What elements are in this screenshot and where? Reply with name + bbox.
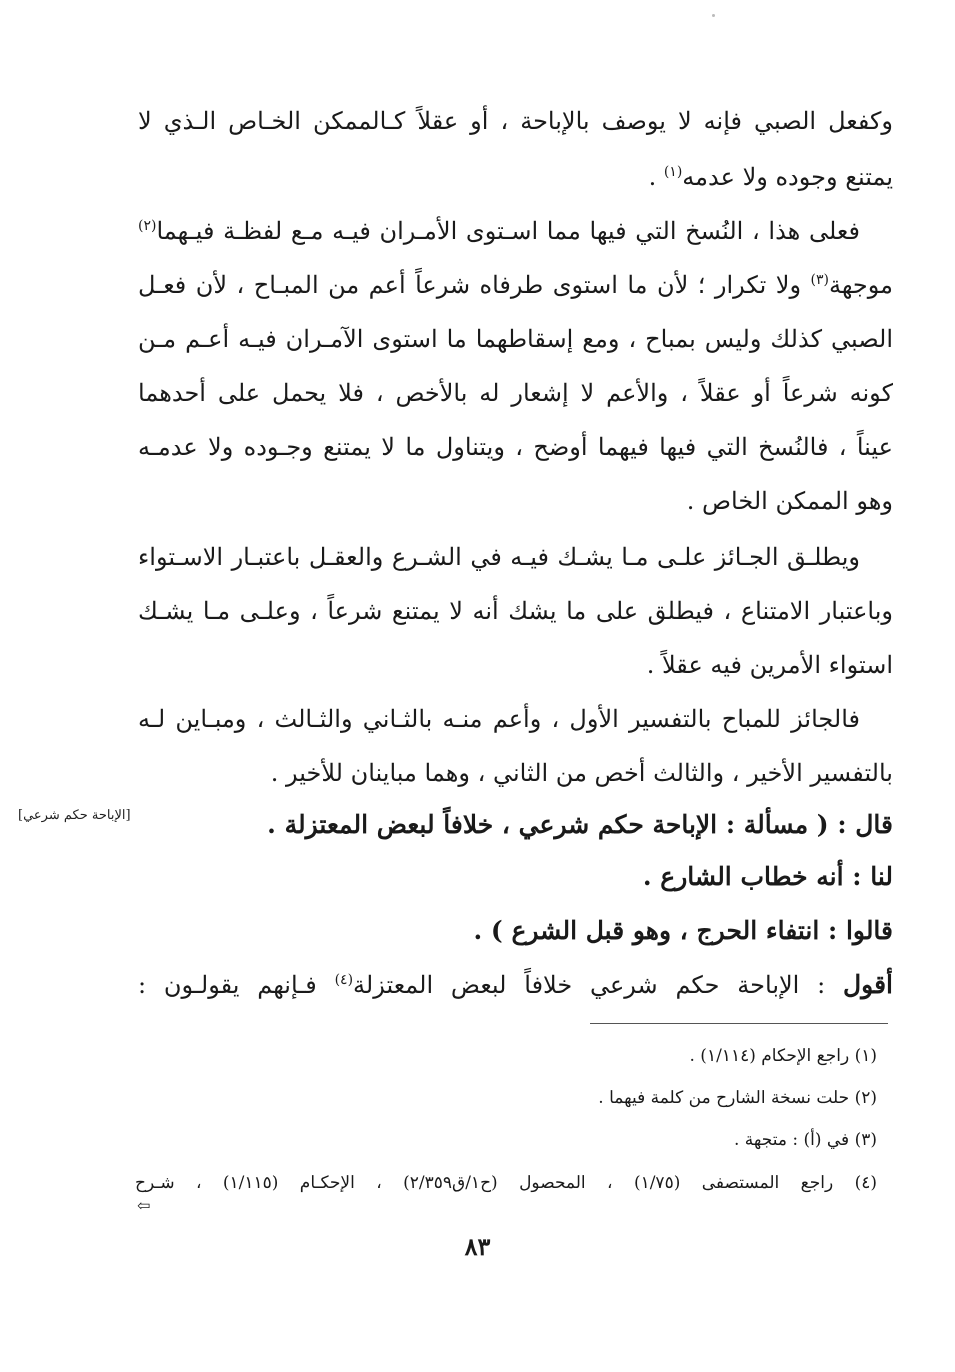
- body-line-9: ويطلـق الجـائز علـى مـا يشـك فيـه في الشـرع والعقـل باعتبـار الاسـتواء: [138, 543, 860, 571]
- matn-line-2: لنا : أنه خطاب الشارع .: [642, 862, 893, 891]
- footnote-4: (٤) راجع المستصفى (١/٧٥) ، المحصول (ح١/ق٢/٣٥٩) ، الإحكـام (١/١١٥) ، شـرح: [135, 1173, 877, 1193]
- body-line-4: موجهة$^{(٣)}$ ولا تكرار ؛ لأن ما استوى طرفاه شرعاً أعم من المبـاح ، لأن فعـل: [138, 271, 893, 299]
- footnote-2: (٢) حلت نسخة الشارح من كلمة فيهما .: [598, 1088, 877, 1108]
- body-line-7: عيناً ، فالنُسخ التي فيها فيهما أوضح ، ويتناول ما لا يمتنع وجـوده ولا عدمـه: [138, 433, 893, 461]
- body-line-12: فالجائز للمباح بالتفسير الأول ، وأعم منـه بالثـاني والثـالث ، ومبـاين لـه: [138, 705, 860, 733]
- margin-heading: [الإباحة حكم شرعي]: [18, 808, 131, 823]
- body-line-2: يمتنع وجوده ولا عدمه$^{(١)}$ .: [648, 163, 893, 191]
- matn-line-1: قال : ( مسألة : الإباحة حكم شرعي ، خلافاً لبعض المعتزلة .: [267, 810, 893, 839]
- page-number: ٨٣: [464, 1232, 491, 1261]
- continuation-arrow-icon: ⇦: [137, 1196, 151, 1215]
- body-line-11: استواء الأمرين فيه عقلاً .: [646, 651, 893, 679]
- footnote-1: (١) راجع الإحكام (١/١١٤) .: [689, 1046, 877, 1066]
- body-line-1: وكفعل الصبي فإنه لا يوصف بالإباحة ، أو عقلاً كـالممكن الخـاص الـذي لا: [138, 107, 893, 135]
- body-line-3: فعلى هذا ، النُسخ التي فيها مما اسـتوى الأمـران فيـه مـع لفظـة فيـهما$^{(٢)}$: [138, 217, 860, 245]
- footnote-3: (٣) في (أ) : متجهة .: [733, 1130, 877, 1150]
- body-line-aqul: أقول : الإباحة حكم شرعي خلافاً لبعض المعتزلة$^{(٤)}$ فـإنهم يقولـون :: [138, 970, 893, 999]
- body-line-5: الصبي كذلك وليس بمباح ، ومع إسقاطهما ما استوى الآمـران فيـه أعـم مـن: [138, 325, 893, 353]
- footnote-separator: [590, 1023, 888, 1024]
- scan-speck: [712, 14, 715, 17]
- matn-line-3: قالوا : انتفاء الحرج ، وهو قبل الشرع ) .: [473, 916, 893, 945]
- body-line-6: كونه شرعاً أو عقلاً ، والأعم لا إشعار له بالأخص ، فلا يحمل على أحدهما: [138, 379, 893, 407]
- body-line-8: وهو الممكن الخاص .: [686, 487, 893, 515]
- body-line-13: بالتفسير الأخير ، والثالث أخص من الثاني ، وهما مباينان للأخير .: [270, 759, 893, 787]
- body-line-10: وباعتبار الامتناع ، فيطلق على ما يشك أنه لا يمتنع شرعاً ، وعلـى مـا يشـك: [138, 597, 893, 625]
